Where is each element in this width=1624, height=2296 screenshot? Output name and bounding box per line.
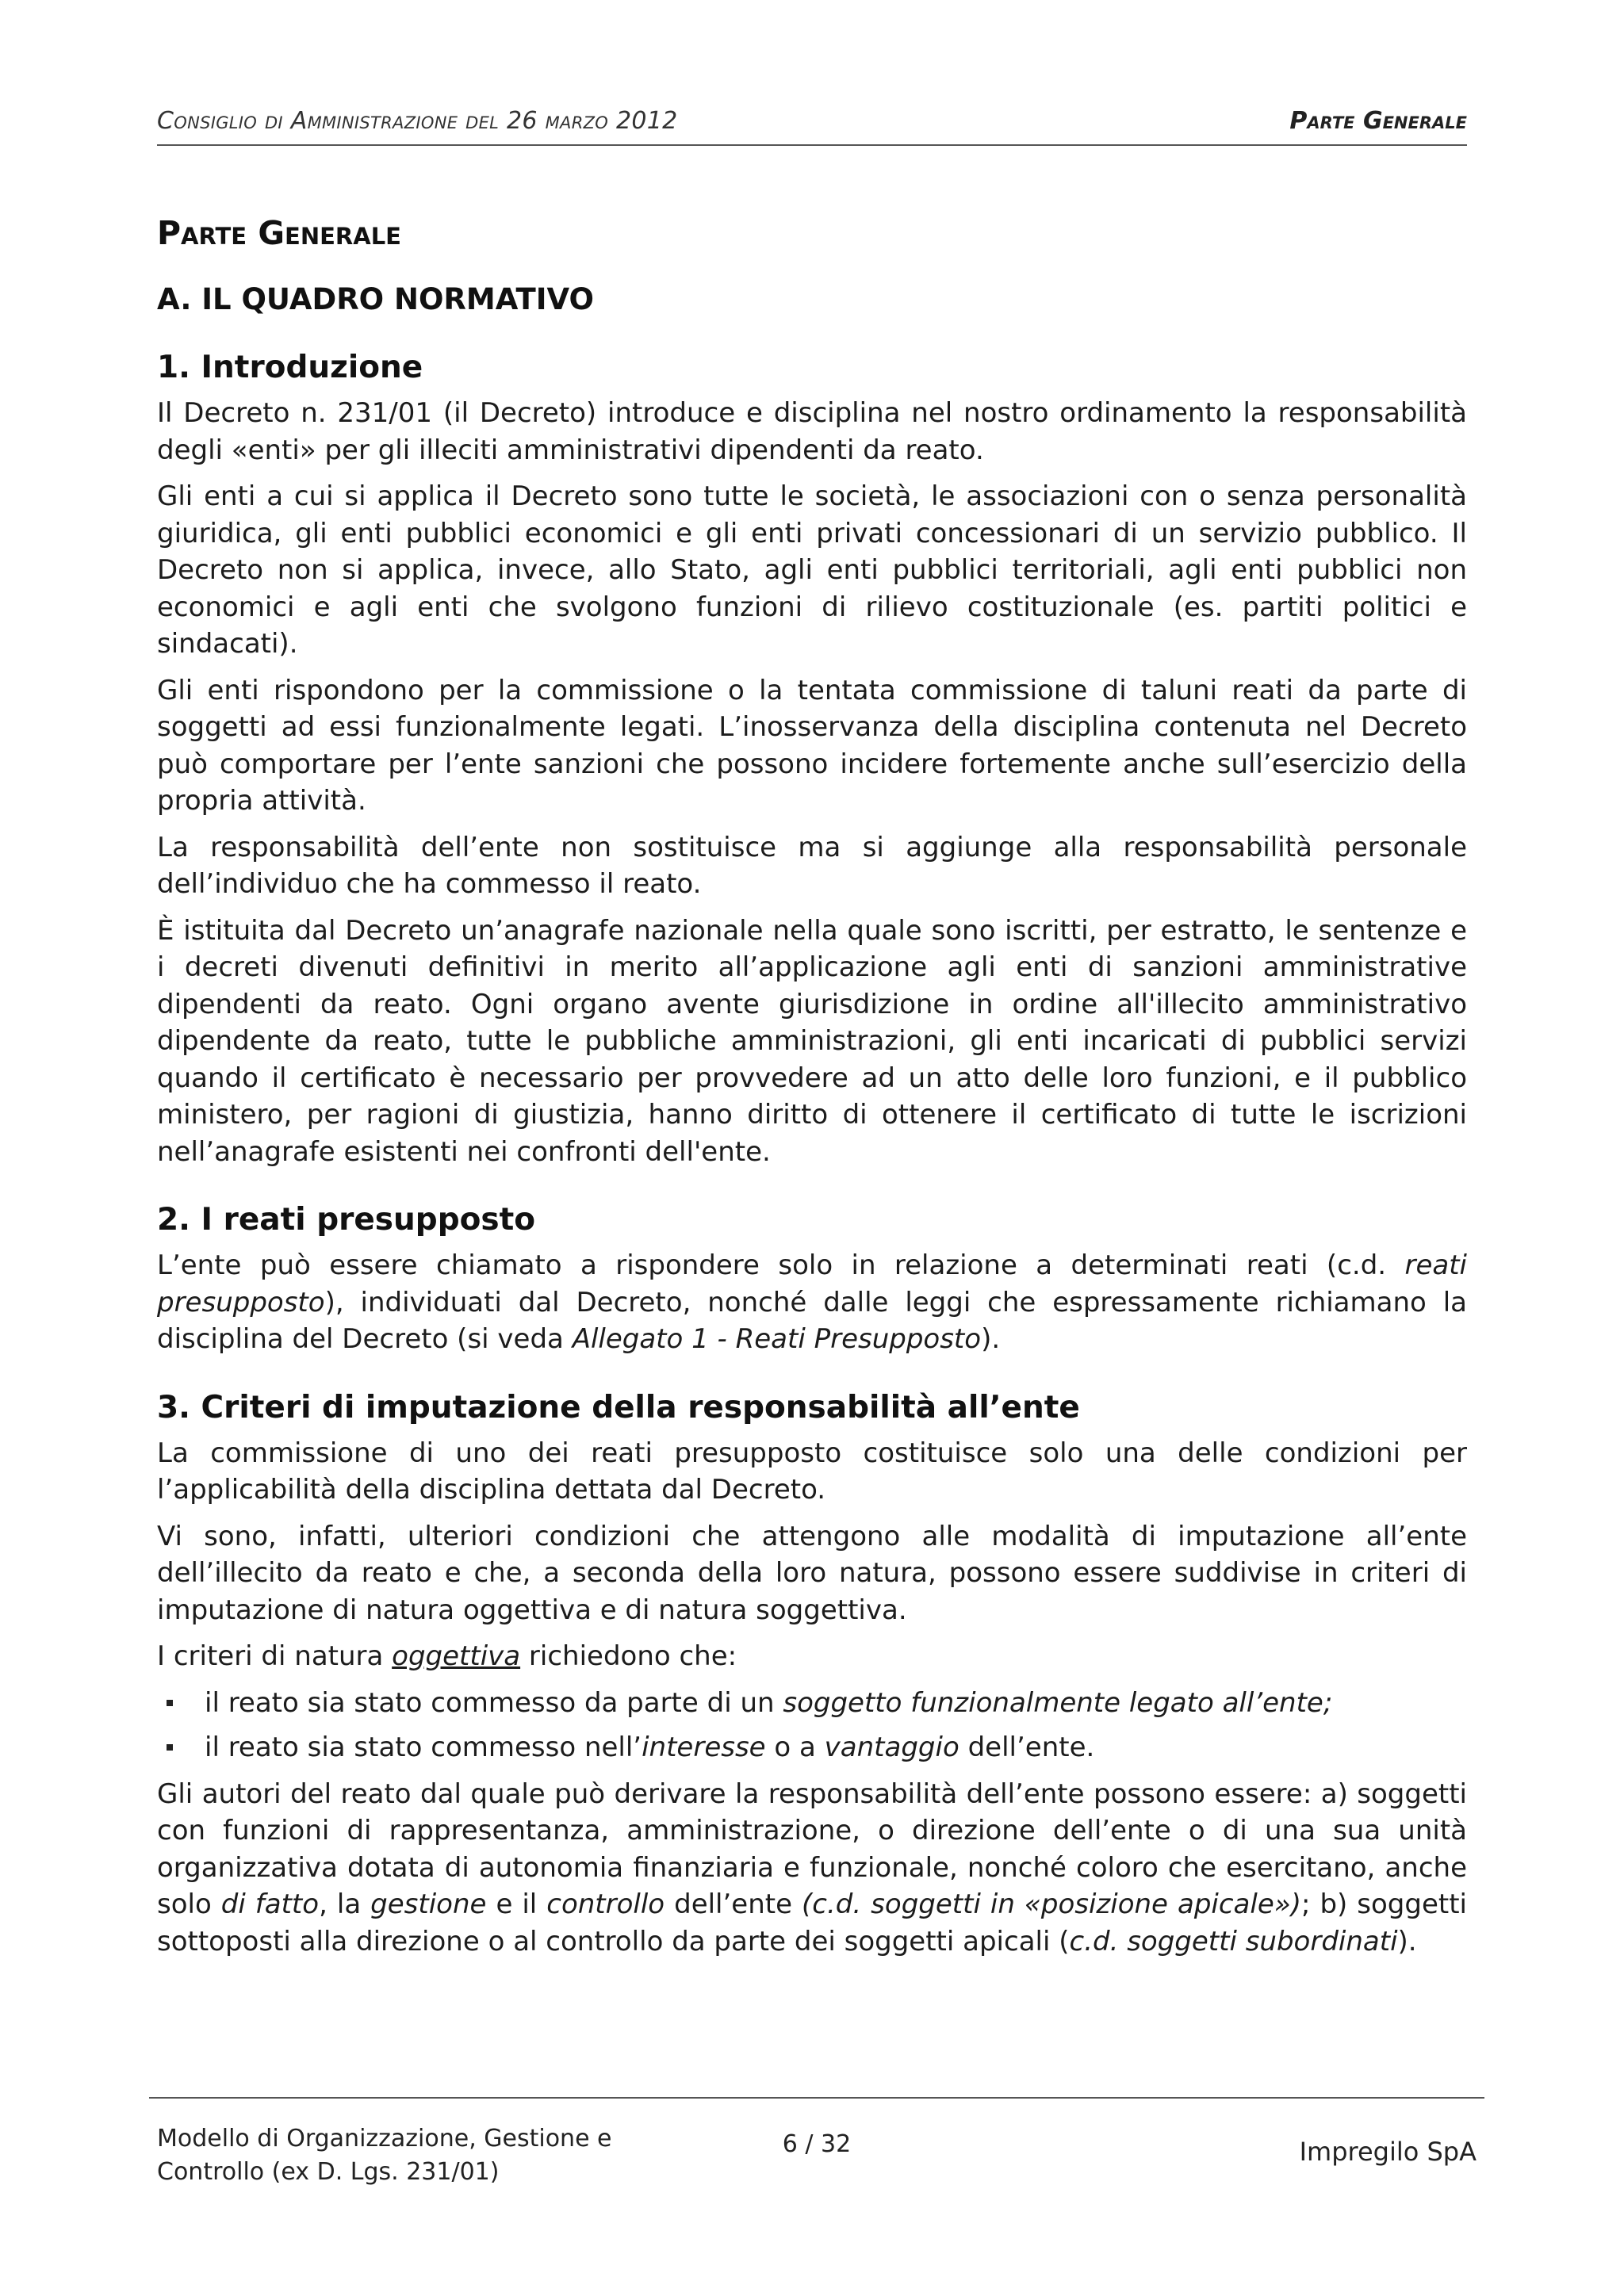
text-run: ). (1397, 1925, 1417, 1957)
text-run: L’ente può essere chiamato a rispondere solo in relazione a determinati reati (c.d. (157, 1249, 1405, 1281)
paragraph: La commissione di uno dei reati presupposto costituisce solo una delle condizioni per l’applicabilità della disciplina dettata dal Decreto. (157, 1437, 1467, 1506)
text-run: il reato sia stato commesso nell’ (205, 1732, 642, 1763)
header-section-title: Parte Generale (1289, 107, 1467, 135)
paragraph (157, 1638, 1467, 1675)
text-run: , la (319, 1888, 371, 1920)
italic-term: vantaggio (824, 1732, 959, 1763)
italic-term: gestione (370, 1888, 487, 1920)
page-footer (149, 2097, 1484, 2186)
paragraph: È istituita dal Decreto un’anagrafe nazionale nella quale sono iscritti, per estratto, le sentenze e i decreti divenuti definitivi in merito all’applicazione agli enti di sanzioni amministrative dipendenti da reato. Ogni organo avente giurisdizione in ordine all'illecito amministrativo dipendente da reato, tutte le pubbliche amministrazioni, gli enti incaricati di pubblici servizi quando il certificato è necessario per provvedere ad un atto delle loro funzioni, e il pubblico ministero, per ragioni di giustizia, hanno diritto di ottenere il certificato di tutte le iscrizioni nell’anagrafe esistenti nei confronti dell'ente. (157, 914, 1467, 1168)
text-run: richiedono che: (520, 1640, 737, 1672)
heading-introduzione: 1. Introduzione (157, 350, 423, 385)
paragraph: Il Decreto n. 231/01 (il Decreto) introduce e disciplina nel nostro ordinamento la responsabilità degli «enti» per gli illeciti amministrativi dipendenti da reato. (157, 397, 1467, 466)
text-run: dell’ente (665, 1888, 802, 1920)
paragraph: Gli enti rispondono per la commissione o la tentata commissione di taluni reati da parte di soggetti ad essi funzionalmente legati. L’inosservanza della disciplina contenuta nel Decreto può comportare per l’ente sanzioni che possono incidere fortemente anche sull’esercizio della propria attività. (157, 674, 1467, 817)
italic-term: (c.d. soggetti in «posizione apicale») (802, 1888, 1301, 1920)
footer-company: Impregilo SpA (1299, 2137, 1477, 2167)
text-run: ; b) soggetti sottoposti alla direzione o al controllo da parte dei soggetti apicali ( (157, 1888, 1467, 1957)
criteria-list (157, 1685, 1467, 1766)
bullet-square-icon (167, 1744, 173, 1751)
footer-title-line: Controllo (ex D. Lgs. 231/01) (157, 2158, 500, 2186)
underlined-term: oggettiva (392, 1640, 521, 1672)
text-run: ), individuati dal Decreto, nonché dalle leggi che espressamente richiamano la disciplina del Decreto (si veda (157, 1286, 1467, 1355)
heading-reati-presupposto: 2. I reati presupposto (157, 1202, 536, 1238)
italic-term: interesse (642, 1732, 766, 1763)
heading-criteri-imputazione: 3. Criteri di imputazione della responsabilità all’ente (157, 1389, 1080, 1425)
paragraph (157, 1776, 1467, 1961)
italic-term: soggetto funzionalmente legato all’ente; (783, 1686, 1333, 1719)
italic-term: di fatto (220, 1888, 320, 1920)
italic-term: c.d. soggetti subordinati (1069, 1925, 1398, 1957)
page-number: 6 / 32 (782, 2130, 852, 2158)
italic-term: reati presupposto (157, 1249, 1467, 1318)
page-header (157, 100, 1467, 146)
section-heading-a: A. IL QUADRO NORMATIVO (157, 282, 594, 316)
document-title: Parte Generale (157, 214, 401, 252)
text-run: il reato sia stato commesso da parte di un (205, 1686, 783, 1719)
text-run: dell’ente. (959, 1732, 1095, 1763)
annex-reference: Allegato 1 - Reati Presupposto (572, 1323, 982, 1355)
text-run: Gli autori del reato dal quale può derivare la responsabilità dell’ente possono essere: a) soggetti con funzioni di rappresentanza, amministrazione, o direzione dell’ente o di una sua unità organizzativa dotata di autonomia finanziaria e funzionale, nonché coloro che esercitano, anche solo (157, 1777, 1467, 1920)
paragraph (157, 1247, 1467, 1358)
text-run: I criteri di natura (157, 1640, 393, 1672)
text-run: ). (981, 1323, 1001, 1355)
paragraph: Vi sono, infatti, ulteriori condizioni che attengono alle modalità di imputazione all’ente dell’illecito da reato e che, a seconda della loro natura, possono essere suddivise in criteri di imputazione di natura oggettiva e di natura soggettiva. (157, 1520, 1467, 1626)
paragraph: Gli enti a cui si applica il Decreto sono tutte le società, le associazioni con o senza personalità giuridica, gli enti pubblici economici e gli enti privati concessionari di un servizio pubblico. Il Decreto non si applica, invece, allo Stato, agli enti pubblici territoriali, agli enti pubblici non economici e agli enti che svolgono funzioni di rilievo costituzionale (es. partiti politici e sindacati). (157, 480, 1467, 660)
header-meeting-date: Consiglio di Amministrazione del 26 marzo 2012 (157, 107, 678, 135)
list-item (157, 1685, 1467, 1722)
page-body (157, 214, 1467, 1969)
paragraph: La responsabilità dell’ente non sostituisce ma si aggiunge alla responsabilità personale dell’individuo che ha commesso il reato. (157, 831, 1467, 900)
list-item (157, 1729, 1467, 1766)
italic-term: controllo (546, 1888, 665, 1920)
text-run: e il (486, 1888, 547, 1920)
footer-title-line: Modello di Organizzazione, Gestione e (157, 2125, 612, 2152)
bullet-square-icon (167, 1700, 173, 1706)
text-run: o a (765, 1732, 825, 1763)
